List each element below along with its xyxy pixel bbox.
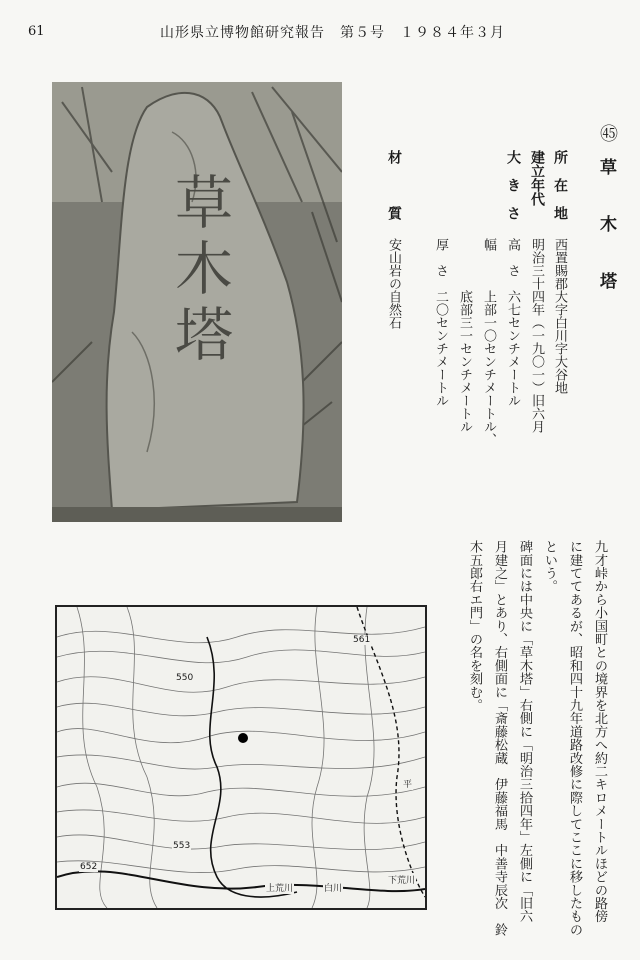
field-value-width-bottom: 底部三一センチメートル <box>457 238 472 433</box>
field-value-date: 明治三十四年（一九〇一）旧六月 <box>529 238 544 433</box>
page-number: 61 <box>28 24 45 39</box>
field-label-date: 建立年代 <box>529 150 545 206</box>
map-label-taira: 平 <box>402 777 413 790</box>
map-elevation-553: 553 <box>173 841 191 851</box>
field-value-height: 高 さ 六七センチメートル <box>505 238 520 407</box>
map-label-kamiarakawa: 上荒川 <box>265 881 294 894</box>
journal-running-head: 山形県立博物館研究報告 第５号 １９８４年３月 <box>160 25 505 41</box>
entry-number: ㊺ <box>597 124 618 142</box>
field-value-thickness: 厚 さ 二〇センチメートル <box>433 238 448 407</box>
map-elevation-561: 561 <box>353 635 371 645</box>
body-line-5: 月建之」とあり、右側面に「斎藤松蔵 伊藤福馬 中善寺辰次 鈴 <box>492 540 507 936</box>
entry-title: 草 木 塔 <box>596 158 616 299</box>
body-line-2: に建ててあるが、昭和四十九年道路改修に際してここに移したもの <box>567 540 582 936</box>
body-line-4: 碑面には中央に「草木塔」右側に「明治三拾四年」左側に「旧六 <box>517 540 532 923</box>
map-label-shimoarakawa: 下荒川 <box>387 873 416 886</box>
field-value-material: 安山岩の自然石 <box>386 238 401 329</box>
body-line-6: 木五郎右エ門」の名を刻む。 <box>467 540 482 712</box>
body-line-1: 九才峠から小国町との境界を北方へ約二キロメートルほどの路傍 <box>592 540 607 923</box>
monument-photo <box>52 82 342 522</box>
location-map <box>55 605 427 910</box>
body-line-3: という。 <box>542 540 557 593</box>
field-label-location: 所 在 地 <box>552 150 568 220</box>
inscription-text: 草木塔 <box>165 172 233 370</box>
field-label-size: 大 き さ <box>505 150 521 220</box>
map-elevation-550: 550 <box>176 673 194 683</box>
field-value-location: 西置賜郡大字白川字大谷地 <box>552 238 567 394</box>
field-label-material: 材 質 <box>386 150 402 220</box>
map-label-shirakawa: 白川 <box>323 881 343 894</box>
field-value-width-top: 幅 上部一〇センチメートル、 <box>481 238 496 446</box>
map-elevation-652: 652 <box>80 862 98 872</box>
